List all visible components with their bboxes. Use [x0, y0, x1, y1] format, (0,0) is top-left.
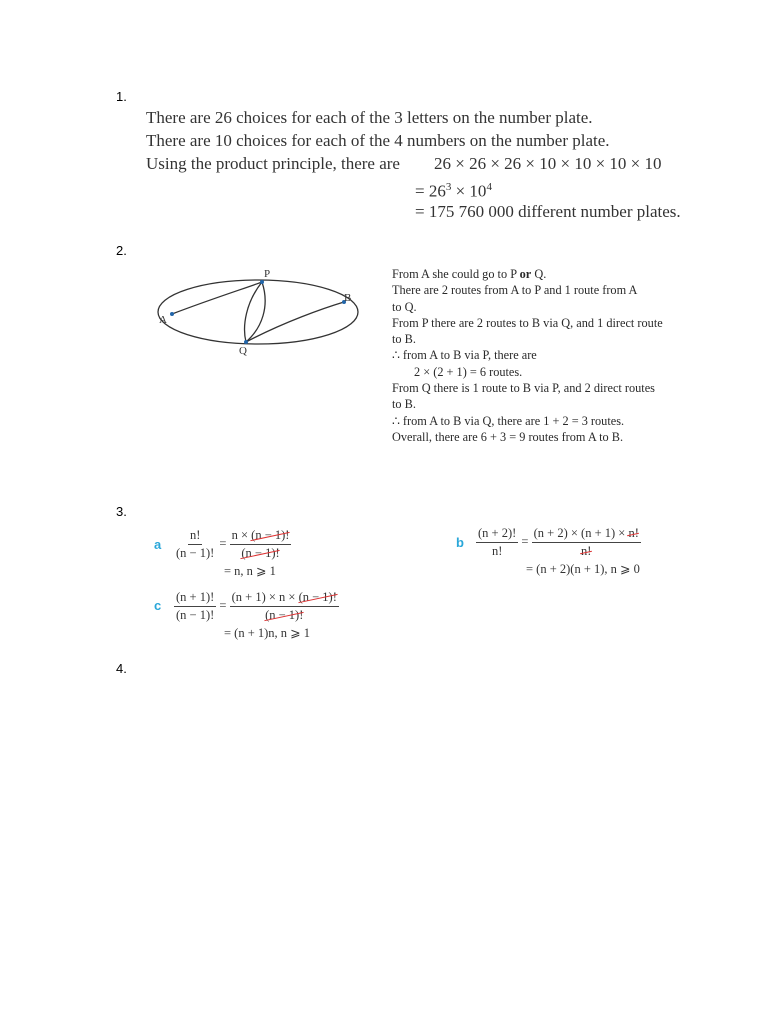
route-p-q-left	[245, 282, 262, 342]
q3c-lhs-num: (n + 1)!	[174, 590, 216, 607]
q3a-equals: =	[219, 536, 227, 551]
question-number-2: 2.	[116, 243, 127, 258]
q2-line: There are 2 routes from A to P and 1 route from A	[392, 283, 638, 298]
q3b-cancelled-num: n!	[628, 526, 639, 540]
q3a-cancelled-den: (n − 1)!	[241, 546, 280, 560]
q3b-rhs-num	[532, 526, 641, 543]
point-a	[170, 312, 174, 316]
point-p	[260, 280, 264, 284]
q3c-rhs-den	[263, 607, 305, 623]
q2-line	[392, 266, 704, 282]
q2-line: to B.	[392, 397, 416, 412]
q3c-rhs-num	[230, 590, 339, 607]
q3-part-b	[476, 526, 641, 577]
q3c-rhs-num-pre: (n + 1) × n ×	[231, 590, 299, 604]
q3b-equation	[476, 526, 641, 559]
question-number-1: 1.	[116, 89, 127, 104]
q1-line-2: There are 10 choices for each of the 4 numbers on the number plate.	[146, 131, 610, 150]
q2-line-text: From A she could go to P	[392, 267, 520, 281]
q3b-lhs-den: n!	[491, 544, 503, 558]
q2-line: 2 × (2 + 1) = 6 routes.	[414, 364, 523, 379]
q3b-result: = (n + 2)(n + 1), n ⩾ 0	[526, 562, 640, 576]
q3c-equals: =	[219, 598, 227, 613]
q3c-cancelled-den: (n − 1)!	[265, 608, 304, 622]
route-a-p-mid	[172, 282, 262, 314]
q3b-cancelled-den: n!	[581, 544, 592, 558]
q3b-equals: =	[521, 534, 529, 549]
q1-power-prefix: = 26	[415, 181, 446, 201]
route-diagram	[154, 266, 366, 362]
q3a-rhs-num-pre: n ×	[231, 528, 252, 542]
part-label-b: b	[456, 535, 464, 550]
q2-line: From P there are 2 routes to B via Q, and 1 direct route	[392, 315, 663, 330]
q3b-rhs	[532, 526, 641, 559]
question-number-3: 3.	[116, 504, 127, 519]
q3a-lhs-den: (n − 1)!	[176, 546, 215, 560]
q2-line: Overall, there are 6 + 3 = 9 routes from A to B.	[392, 429, 624, 444]
q3b-lhs-num: (n + 2)!	[476, 526, 518, 543]
q2-line: ∴ from A to B via P, there are	[392, 348, 537, 363]
q3a-rhs	[230, 528, 292, 561]
q1-power-mid: × 10	[451, 181, 487, 201]
q3a-lhs	[174, 528, 216, 561]
q3c-cancelled-num: (n − 1)!	[298, 590, 337, 604]
q1-line-1: There are 26 choices for each of the 3 letters on the number plate.	[146, 108, 593, 127]
point-q	[244, 340, 248, 344]
q3-part-a	[174, 528, 291, 579]
q3a-lhs-num: n!	[188, 528, 202, 545]
q2-line-bold: or	[519, 267, 532, 281]
q3c-lhs-den: (n − 1)!	[176, 608, 215, 622]
label-q: Q	[239, 345, 247, 357]
q3b-lhs	[476, 526, 518, 559]
label-a: A	[159, 314, 167, 326]
q3-part-c	[174, 590, 339, 641]
label-b: B	[344, 292, 352, 304]
q1-line-3: Using the product principle, there are	[146, 154, 400, 173]
q3c-rhs	[230, 590, 339, 623]
q2-line: to B.	[392, 332, 416, 347]
q2-line: ∴ from A to B via Q, there are 1 + 2 = 3 routes.	[392, 413, 625, 428]
q1-solution	[146, 106, 706, 221]
q3a-equation	[174, 528, 291, 561]
question-number-4: 4.	[116, 661, 127, 676]
part-label-a: a	[154, 537, 162, 552]
outer-route-ellipse	[158, 280, 358, 344]
part-label-c: c	[154, 598, 162, 613]
q1-exp-3: 3	[445, 181, 452, 193]
q1-exp-4: 4	[486, 181, 492, 193]
q3c-lhs	[174, 590, 216, 623]
q2-line: to Q.	[392, 299, 417, 314]
label-p: P	[264, 268, 271, 280]
q3a-cancelled-num: (n − 1)!	[251, 528, 290, 542]
q3c-equation	[174, 590, 339, 623]
q3a-rhs-num	[230, 528, 292, 545]
q3a-result: = n, n ⩾ 1	[224, 564, 276, 578]
q1-product: 26 × 26 × 26 × 10 × 10 × 10 × 10	[434, 154, 662, 173]
q1-result: = 175 760 000 different number plates.	[415, 202, 681, 221]
q2-line-after: Q.	[531, 267, 547, 281]
q2-explanation	[392, 266, 704, 445]
q1-power-form	[415, 176, 492, 203]
q3a-rhs-den	[239, 545, 281, 561]
q3b-rhs-num-pre: (n + 2) × (n + 1) ×	[533, 526, 629, 540]
q3b-rhs-den	[579, 543, 593, 559]
q3c-result: = (n + 1)n, n ⩾ 1	[224, 626, 311, 640]
q2-line: From Q there is 1 route to B via P, and 2 direct routes	[392, 381, 655, 396]
